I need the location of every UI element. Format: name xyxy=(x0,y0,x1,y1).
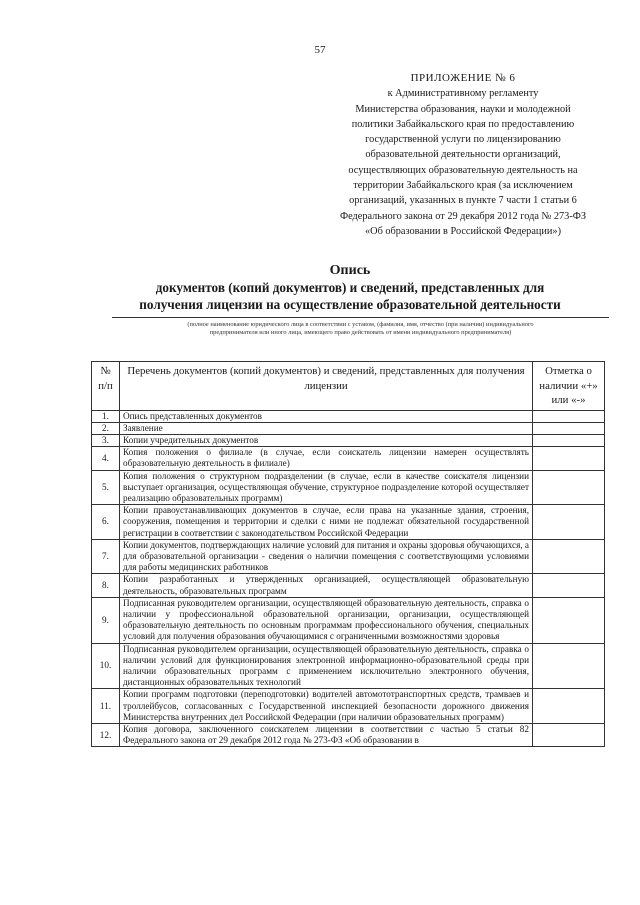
documents-table xyxy=(91,361,605,747)
row-text: Подписанная руководителем организации, осуществляющей образовательную деятельность, справка о наличии у профессиональной образовательной организации, организации, осуществляющей образовательную деятельность по основным программам профессионального обучения, специальных условий для получения образования обучающимися с ограниченными возможностями здоровья xyxy=(120,597,533,643)
appendix-line: государственной услуги по лицензированию xyxy=(365,134,561,146)
table-row xyxy=(92,410,605,422)
row-mark-cell[interactable] xyxy=(533,470,605,505)
heading-subtitle-line2: получения лицензии на осуществление образовательной деятельности xyxy=(139,297,561,312)
appendix-line: политики Забайкальского края по предоставлению xyxy=(351,118,575,130)
table-row xyxy=(92,505,605,540)
appendix-line: образовательной деятельности организаций, xyxy=(365,149,561,161)
appendix-block xyxy=(318,71,608,239)
row-mark-cell[interactable] xyxy=(533,422,605,434)
row-text: Копии правоустанавливающих документов в случае, если права на указанные здания, строения, сооружения, помещения и территории и сделки с ними не подлежат обязательной государственной регистрации в соответствии с законодательством Российской Федерации xyxy=(120,505,533,540)
field-note xyxy=(112,321,609,337)
row-mark-cell[interactable] xyxy=(533,410,605,422)
row-text: Копия положения о филиале (в случае, если соискатель лицензии намерен осуществлять образовательную деятельность в филиале) xyxy=(120,447,533,470)
row-number: 9. xyxy=(92,597,120,643)
field-note-line1: (полное наименование юридического лица в соответствии с уставом, (фамилия, имя, отчество (при наличии) индивидуального xyxy=(187,321,534,328)
table-row xyxy=(92,434,605,446)
table-row xyxy=(92,643,605,689)
header-num: № п/п xyxy=(92,362,120,411)
heading-title: Опись xyxy=(329,263,371,278)
appendix-line: Министерства образования, науки и молодежной xyxy=(355,103,571,115)
row-number: 10. xyxy=(92,643,120,689)
table-row xyxy=(92,539,605,574)
row-number: 1. xyxy=(92,410,120,422)
header-mark: Отметка о наличии «+» или «-» xyxy=(533,362,605,411)
table-row xyxy=(92,723,605,746)
row-number: 7. xyxy=(92,539,120,574)
table-row xyxy=(92,597,605,643)
row-number: 4. xyxy=(92,447,120,470)
table-row xyxy=(92,574,605,597)
row-number: 6. xyxy=(92,505,120,540)
row-mark-cell[interactable] xyxy=(533,723,605,746)
row-text: Заявление xyxy=(120,422,533,434)
table-header-row xyxy=(92,362,605,411)
heading-subtitle-line1: документов (копий документов) и сведений, представленных для xyxy=(155,280,545,295)
header-list: Перечень документов (копий документов) и сведений, представленных для получения лицензии xyxy=(120,362,533,411)
row-number: 8. xyxy=(92,574,120,597)
page-number: 57 xyxy=(314,44,326,56)
row-text: Копии разработанных и утвержденных организацией, осуществляющей образовательную деятельность, образовательных программ xyxy=(120,574,533,597)
fill-in-line xyxy=(112,317,609,318)
row-number: 5. xyxy=(92,470,120,505)
row-text: Копии программ подготовки (переподготовки) водителей автомототранспортных средств, трамваев и троллейбусов, согласованных с Государственной инспекцией безопасности дорожного движения Министерства внутренних дел Российской Федерации (при наличии образовательных программ) xyxy=(120,689,533,724)
appendix-line: осуществляющих образовательную деятельность на xyxy=(348,164,578,176)
appendix-line: территории Забайкальского края (за исключением xyxy=(353,180,573,192)
table-row xyxy=(92,470,605,505)
appendix-line: к Административному регламенту xyxy=(387,88,539,100)
appendix-line: Федерального закона от 29 декабря 2012 года № 273-ФЗ xyxy=(339,210,587,222)
table-row xyxy=(92,422,605,434)
document-heading xyxy=(95,262,605,313)
row-mark-cell[interactable] xyxy=(533,434,605,446)
field-note-line2: предпринимателя или иного лица, имеющего право действовать от имени индивидуального предпринимателя) xyxy=(209,329,512,336)
row-number: 12. xyxy=(92,723,120,746)
row-number: 2. xyxy=(92,422,120,434)
row-mark-cell[interactable] xyxy=(533,643,605,689)
row-text: Копия положения о структурном подразделении (в случае, если в качестве соискателя лицензии выступает организация, осуществляющая обучение, структурное подразделение которой осуществляет реализацию образовательных программ) xyxy=(120,470,533,505)
row-mark-cell[interactable] xyxy=(533,539,605,574)
row-mark-cell[interactable] xyxy=(533,505,605,540)
row-mark-cell[interactable] xyxy=(533,689,605,724)
row-text: Копии документов, подтверждающих наличие условий для питания и охраны здоровья обучающихся, а для образовательной организации - сведения о наличии помещения с соответствующими условиями для работы медицинских работников xyxy=(120,539,533,574)
row-number: 3. xyxy=(92,434,120,446)
row-number: 11. xyxy=(92,689,120,724)
appendix-line: организаций, указанных в пункте 7 части 1 статьи 6 xyxy=(349,195,577,207)
row-mark-cell[interactable] xyxy=(533,574,605,597)
row-text: Подписанная руководителем организации, осуществляющей образовательную деятельность, справка о наличии условий для функционирования электронной информационно-образовательной среды при наличии образовательных программ с применением исключительно электронного обучения, дистанционных образовательных технологий xyxy=(120,643,533,689)
appendix-line: «Об образовании в Российской Федерации») xyxy=(364,225,562,237)
table-row xyxy=(92,689,605,724)
row-text: Копия договора, заключенного соискателем лицензии в соответствии с частью 5 статьи 82 Федерального закона от 29 декабря 2012 года № 273-ФЗ «Об образовании в xyxy=(120,723,533,746)
row-text: Опись представленных документов xyxy=(120,410,533,422)
appendix-title: ПРИЛОЖЕНИЕ № 6 xyxy=(410,72,516,84)
row-text: Копии учредительных документов xyxy=(120,434,533,446)
row-mark-cell[interactable] xyxy=(533,597,605,643)
row-mark-cell[interactable] xyxy=(533,447,605,470)
table-row xyxy=(92,447,605,470)
